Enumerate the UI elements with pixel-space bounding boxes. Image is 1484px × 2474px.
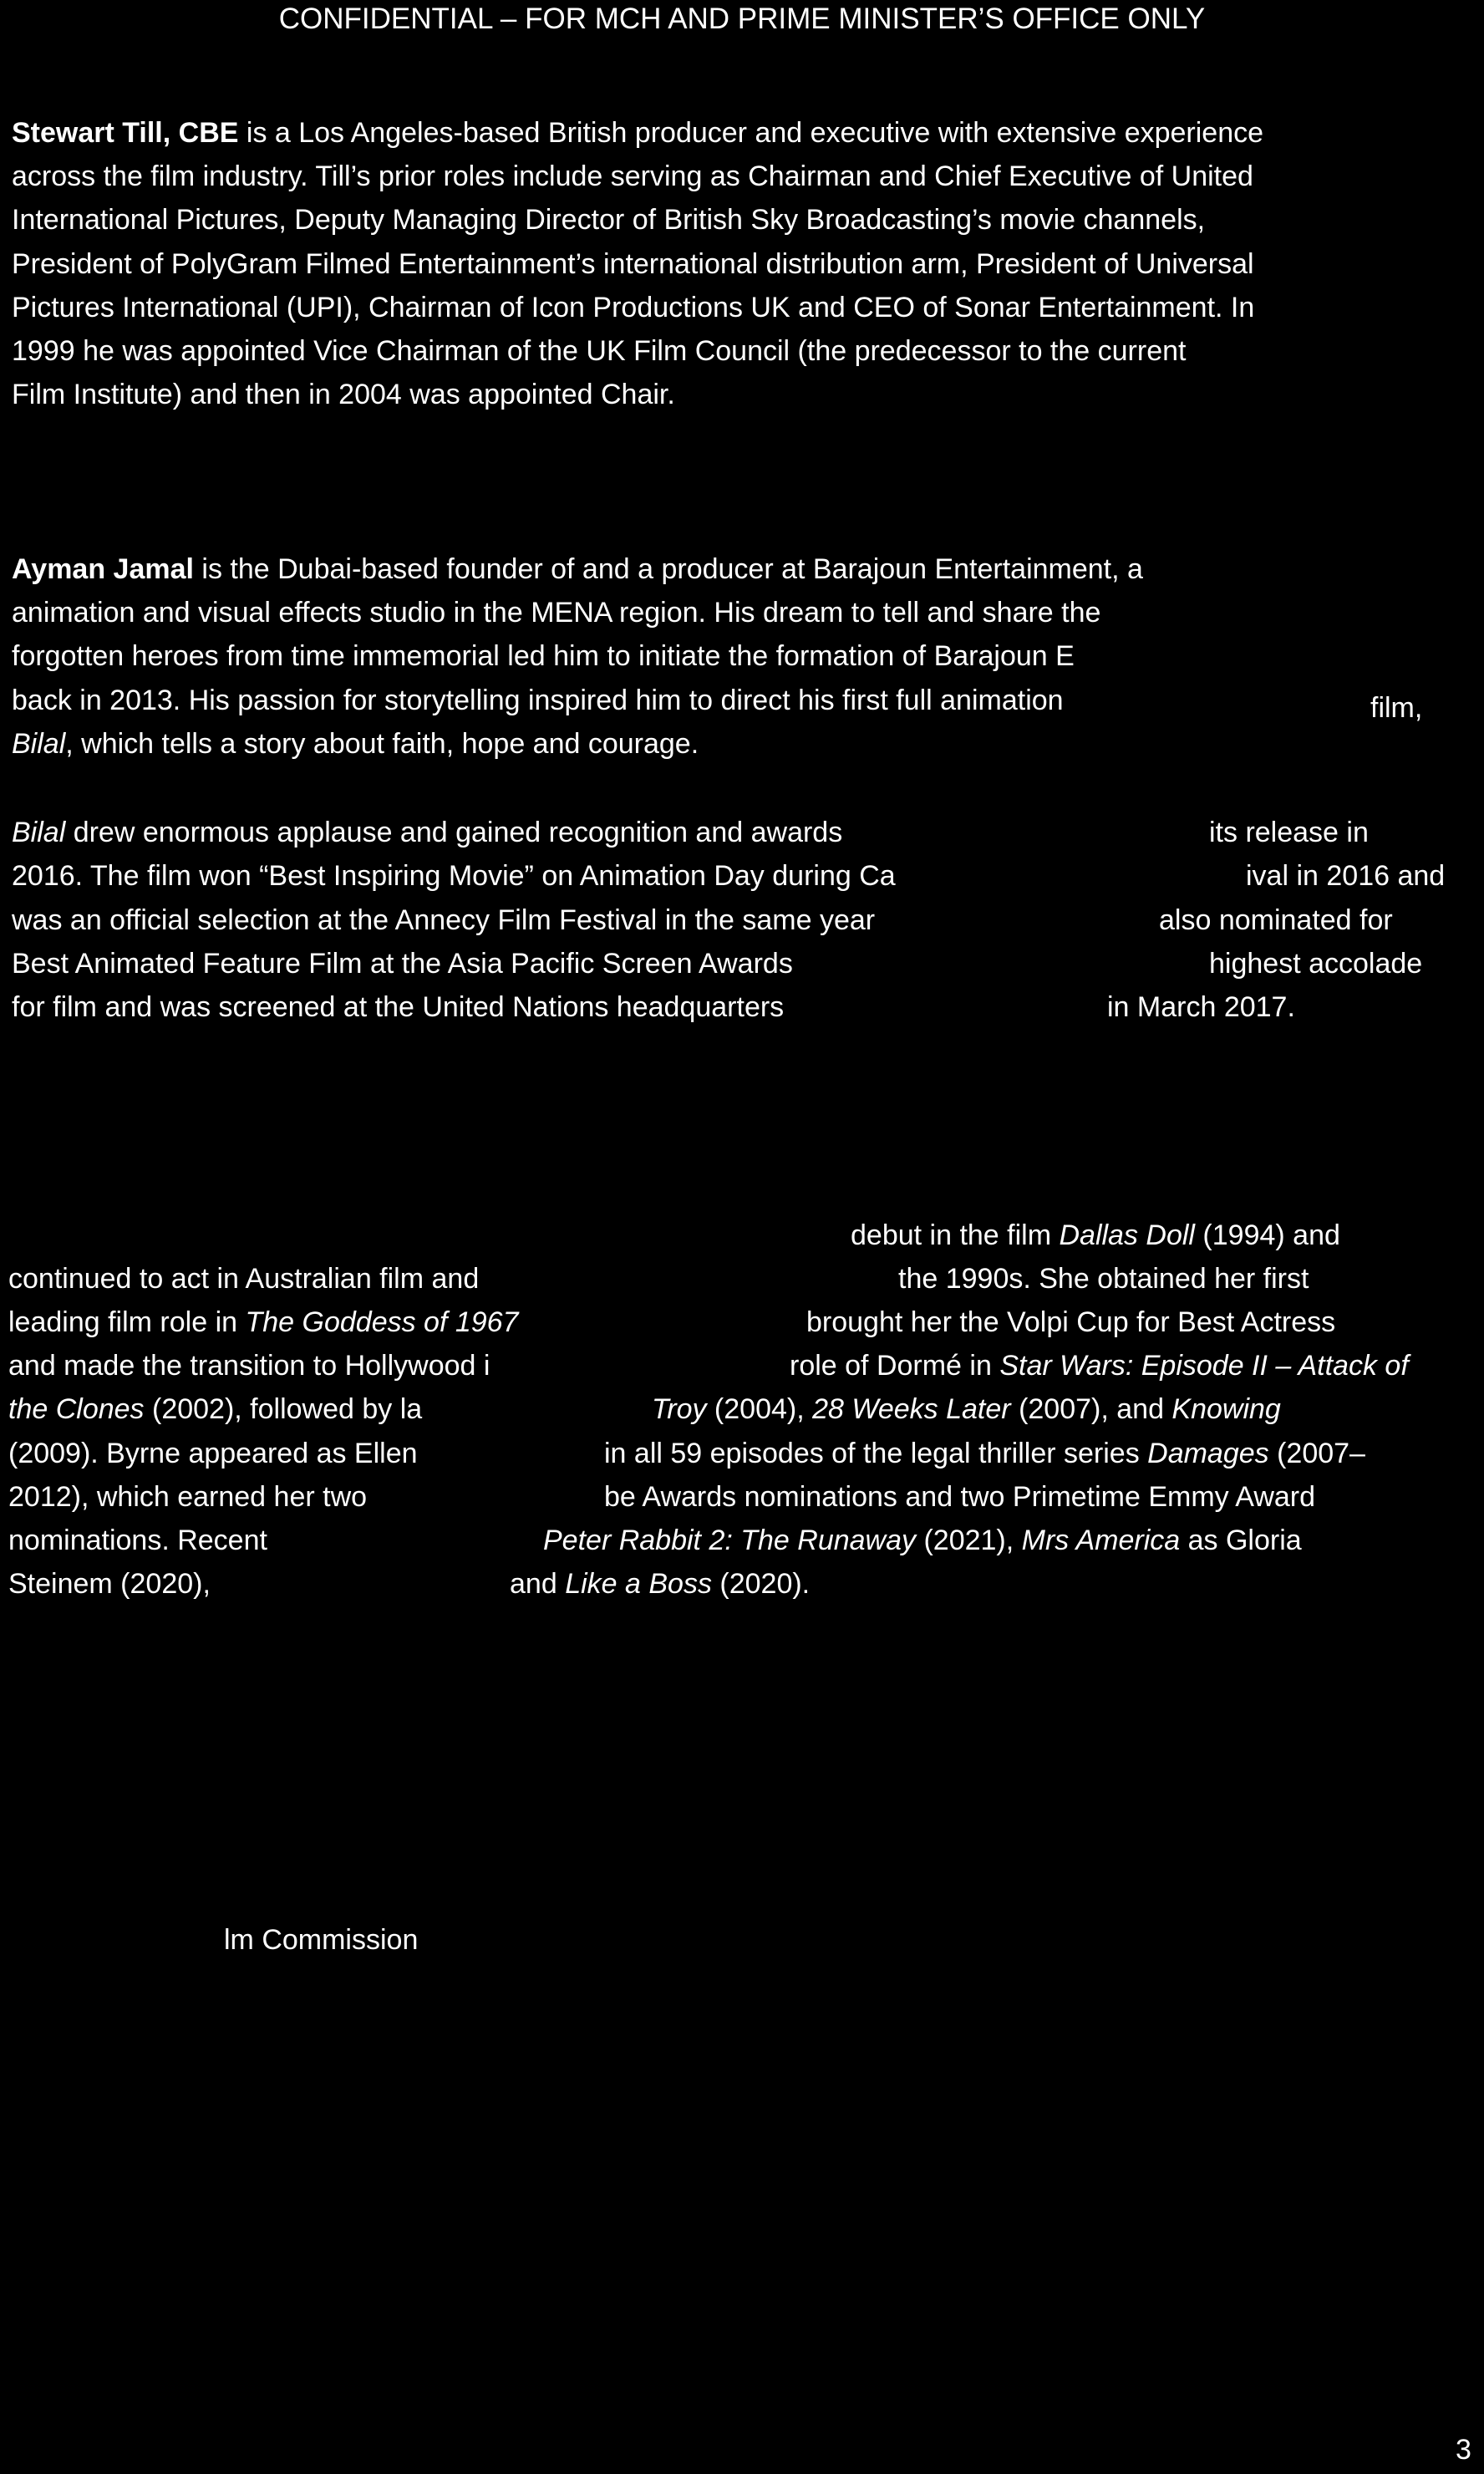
bilal-line: in March 2017. bbox=[1107, 991, 1295, 1023]
byrne-line: Steinem (2020), bbox=[8, 1568, 211, 1600]
byrne-line bbox=[8, 1392, 422, 1427]
jamal-line bbox=[12, 552, 1143, 587]
bilal-title: Bilal bbox=[12, 817, 66, 848]
jamal-line bbox=[12, 726, 699, 761]
byrne-line bbox=[8, 1305, 519, 1340]
confidential-header: CONFIDENTIAL – FOR MCH AND PRIME MINISTER’S OFFICE ONLY bbox=[278, 3, 1206, 35]
bilal-line: highest accolade bbox=[1209, 948, 1423, 980]
jamal-name: Ayman Jamal bbox=[12, 553, 194, 585]
jamal-line: back in 2013. His passion for storytelling inspired him to direct his first full animation bbox=[12, 685, 1064, 716]
film-title: Knowing bbox=[1171, 1393, 1281, 1425]
byrne-line: nominations. Recent bbox=[8, 1525, 267, 1556]
till-name: Stewart Till, CBE bbox=[12, 117, 239, 149]
byrne-text: as Gloria bbox=[1180, 1525, 1302, 1556]
byrne-line: be Awards nominations and two Primetime Emmy Award bbox=[604, 1481, 1316, 1513]
byrne-line: the 1990s. She obtained her first bbox=[898, 1263, 1309, 1295]
byrne-line bbox=[790, 1348, 1409, 1383]
byrne-line: and made the transition to Hollywood i bbox=[8, 1350, 490, 1382]
bilal-title: Bilal bbox=[12, 728, 66, 760]
jamal-line: forgotten heroes from time immemorial led him to initiate the formation of Barajoun E bbox=[12, 640, 1075, 672]
bilal-line: 2016. The film won “Best Inspiring Movie” on Animation Day during Ca bbox=[12, 860, 896, 892]
till-text: is a Los Angeles-based British producer and executive with extensive experience bbox=[238, 117, 1264, 149]
byrne-text: (2020). bbox=[711, 1568, 811, 1600]
bilal-line bbox=[12, 815, 842, 850]
byrne-text: debut in the film bbox=[851, 1219, 1060, 1251]
jamal-line: animation and visual effects studio in the MENA region. His dream to tell and share the bbox=[12, 597, 1101, 629]
bilal-line: its release in bbox=[1209, 817, 1369, 848]
film-title: Peter Rabbit 2: The Runaway bbox=[543, 1525, 917, 1556]
film-title: Damages bbox=[1147, 1438, 1269, 1469]
till-line: Film Institute) and then in 2004 was appointed Chair. bbox=[12, 379, 675, 410]
byrne-line bbox=[851, 1218, 1340, 1253]
byrne-text: (1994) and bbox=[1194, 1219, 1340, 1251]
film-title: The Goddess of 1967 bbox=[245, 1306, 519, 1338]
till-line: Pictures International (UPI), Chairman of Icon Productions UK and CEO of Sonar Entertainment. In bbox=[12, 292, 1255, 323]
byrne-text: (2021), bbox=[916, 1525, 1022, 1556]
byrne-line bbox=[543, 1523, 1302, 1558]
byrne-line: (2009). Byrne appeared as Ellen bbox=[8, 1438, 418, 1469]
film-title: Star Wars: Episode II – Attack of bbox=[999, 1350, 1409, 1382]
byrne-line bbox=[652, 1392, 1281, 1427]
bilal-line: ival in 2016 and bbox=[1246, 860, 1446, 892]
till-line: 1999 he was appointed Vice Chairman of the UK Film Council (the predecessor to the current bbox=[12, 335, 1187, 367]
bilal-line: for film and was screened at the United Nations headquarters bbox=[12, 991, 785, 1023]
film-title: Dallas Doll bbox=[1059, 1219, 1195, 1251]
byrne-line bbox=[510, 1566, 810, 1601]
film-title: 28 Weeks Later bbox=[812, 1393, 1011, 1425]
bilal-line: was an official selection at the Annecy Film Festival in the same year bbox=[12, 904, 876, 936]
till-line bbox=[12, 115, 1263, 150]
commission-fragment: lm Commission bbox=[224, 1924, 419, 1956]
till-line: across the film industry. Till’s prior roles include serving as Chairman and Chief Executive of United bbox=[12, 160, 1253, 192]
byrne-text: (2007– bbox=[1268, 1438, 1365, 1469]
byrne-text: (2002), followed by la bbox=[144, 1393, 423, 1425]
byrne-text: and bbox=[510, 1568, 566, 1600]
byrne-line: continued to act in Australian film and bbox=[8, 1263, 480, 1295]
byrne-text: in all 59 episodes of the legal thriller series bbox=[604, 1438, 1148, 1469]
film-title: Mrs America bbox=[1021, 1525, 1181, 1556]
byrne-text: role of Dormé in bbox=[790, 1350, 1000, 1382]
till-line: President of PolyGram Filmed Entertainment’s international distribution arm, President of Universal bbox=[12, 248, 1254, 280]
bilal-line: also nominated for bbox=[1159, 904, 1393, 936]
byrne-line: 2012), which earned her two bbox=[8, 1481, 368, 1513]
bilal-text: drew enormous applause and gained recognition and awards bbox=[65, 817, 843, 848]
film-title: the Clones bbox=[8, 1393, 145, 1425]
till-line: International Pictures, Deputy Managing Director of British Sky Broadcasting’s movie channels, bbox=[12, 204, 1206, 236]
byrne-text: (2004), bbox=[706, 1393, 813, 1425]
film-title: Troy bbox=[652, 1393, 707, 1425]
byrne-line bbox=[604, 1436, 1365, 1471]
jamal-text: is the Dubai-based founder of and a producer at Barajoun Entertainment, a bbox=[193, 553, 1143, 585]
page-number: 3 bbox=[1456, 2434, 1471, 2466]
jamal-text: , which tells a story about faith, hope and courage. bbox=[65, 728, 699, 760]
byrne-text: (2007), and bbox=[1010, 1393, 1172, 1425]
film-title: Like a Boss bbox=[565, 1568, 712, 1600]
jamal-line: film, bbox=[1370, 692, 1423, 724]
byrne-line: brought her the Volpi Cup for Best Actress bbox=[806, 1306, 1336, 1338]
bilal-line: Best Animated Feature Film at the Asia Pacific Screen Awards bbox=[12, 948, 793, 980]
byrne-text: leading film role in bbox=[8, 1306, 246, 1338]
